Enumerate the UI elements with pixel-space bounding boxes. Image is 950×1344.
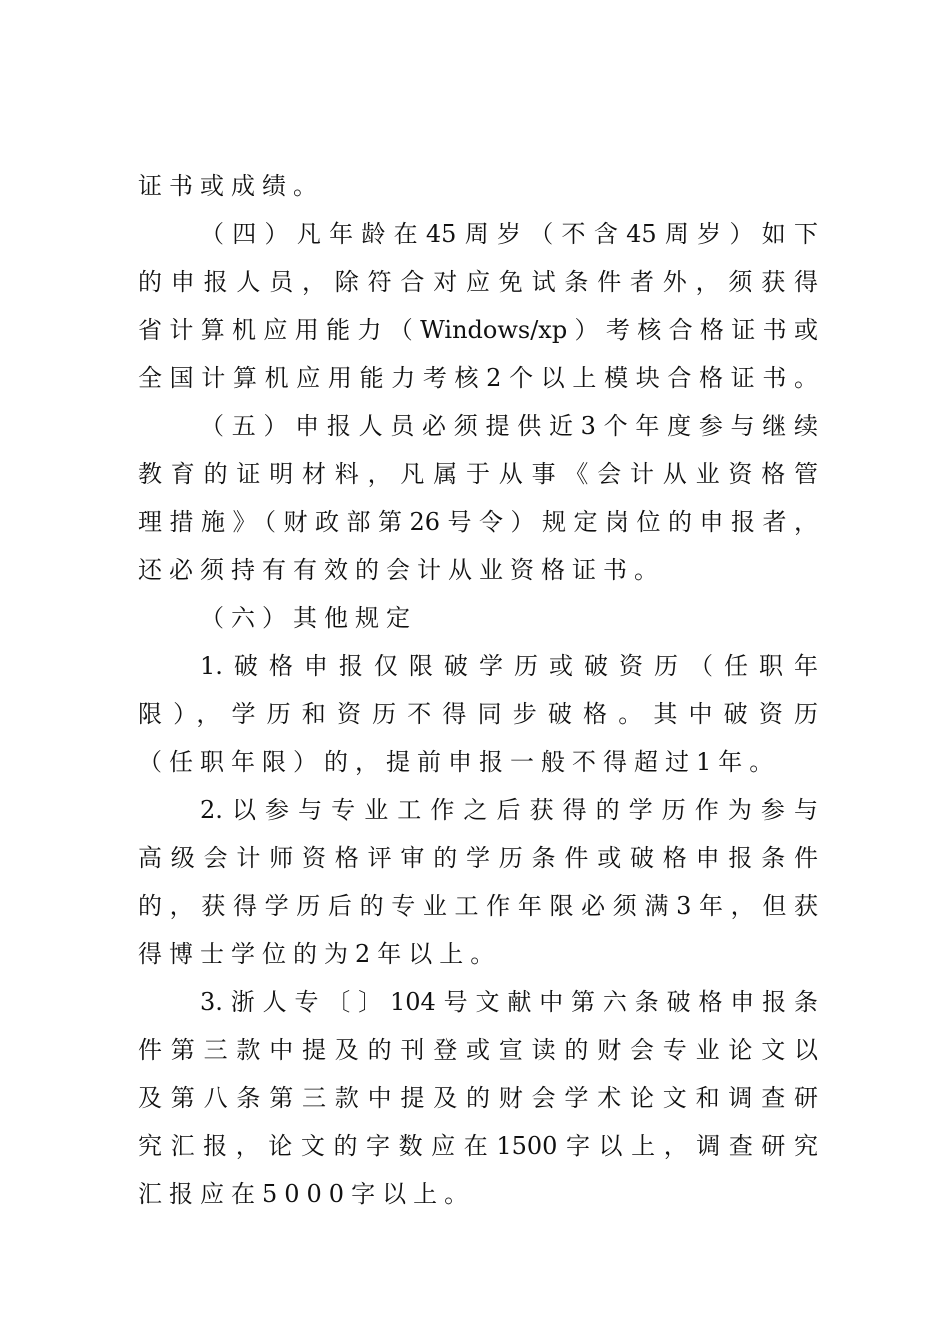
section-heading: （六）其他规定 [200,604,417,632]
text-line: 的申报人员，除符合对应免试条件者外，须获得 [138,268,818,296]
text-line: 汇报应在5000字以上。 [138,1180,476,1208]
text-line: （四）凡年龄在45周岁（不含45周岁）如下 [200,220,818,248]
text-line: 的，获得学历后的专业工作年限必须满3年，但获 [138,892,818,920]
text-line: 理措施》（财政部第26号令）规定岗位的申报者， [138,508,818,536]
text-line: 1.破格申报仅限破学历或破资历（任职年 [200,652,818,680]
text-line: 及第八条第三款中提及的财会学术论文和调查研 [138,1084,818,1112]
text-line: 得博士学位的为2年以上。 [138,940,502,968]
text-line: （五）申报人员必须提供近3个年度参与继续 [200,412,818,440]
text-line: 限），学历和资历不得同步破格。其中破资历 [138,700,818,728]
text-line: 证书或成绩。 [138,172,324,200]
text-line: 究汇报，论文的字数应在1500字以上，调查研究 [138,1132,818,1160]
text-line: 高级会计师资格评审的学历条件或破格申报条件 [138,844,818,872]
text-line: 全国计算机应用能力考核2个以上模块合格证书。 [138,364,818,392]
text-line: 2.以参与专业工作之后获得的学历作为参与 [200,796,818,824]
text-line: 教育的证明材料，凡属于从事《会计从业资格管 [138,460,818,488]
text-line: （任职年限）的，提前申报一般不得超过1年。 [138,748,781,776]
text-line: 件第三款中提及的刊登或宣读的财会专业论文以 [138,1036,818,1064]
text-line: 省计算机应用能力（Windows/xp）考核合格证书或 [138,316,818,344]
text-line: 还必须持有有效的会计从业资格证书。 [138,556,665,584]
text-line: 3.浙人专〔〕104号文献中第六条破格申报条 [200,988,818,1016]
